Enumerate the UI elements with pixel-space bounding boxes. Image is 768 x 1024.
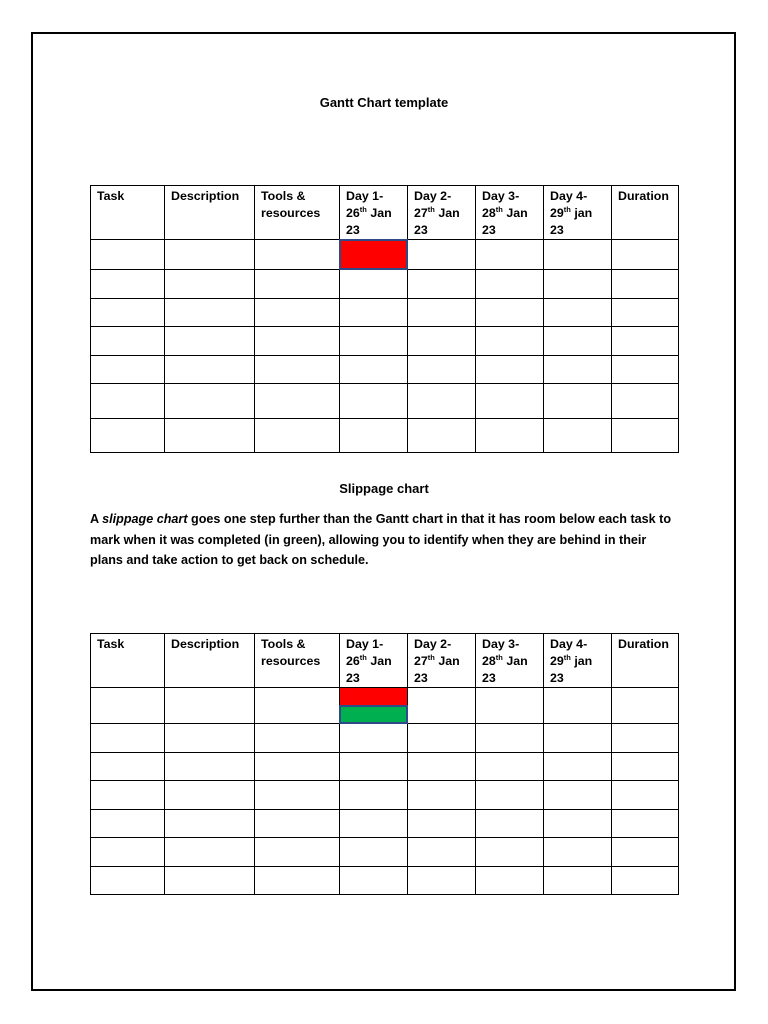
table-row (91, 724, 679, 753)
table-row (91, 299, 679, 327)
table-row (91, 327, 679, 356)
header-day-1: Day 1- 26th Jan 23 (340, 186, 408, 240)
header-description: Description (165, 634, 255, 688)
slippage-table (90, 633, 679, 895)
gantt-chart-title: Gantt Chart template (319, 95, 449, 110)
header-tools: Tools & resources (255, 186, 340, 240)
table-row (91, 419, 679, 453)
slippage-description: A slippage chart goes one step further than the Gantt chart in that it has room below each task to mark when it was completed (in green), allowing you to identify when they are behind in their plans and take action to get back on schedule. (90, 512, 672, 567)
planned-bar (340, 688, 407, 706)
table-row (91, 384, 679, 419)
header-day-3: Day 3- 28th Jan 23 (476, 634, 544, 688)
table-row (91, 753, 679, 781)
table-row (91, 810, 679, 838)
table-row (91, 688, 679, 724)
header-duration: Duration (612, 186, 679, 240)
table-row (91, 838, 679, 867)
completed-bar (340, 706, 407, 723)
header-day-2: Day 2- 27th Jan 23 (408, 634, 476, 688)
header-day-2: Day 2- 27th Jan 23 (408, 186, 476, 240)
header-day-3: Day 3- 28th Jan 23 (476, 186, 544, 240)
table-header-row (91, 186, 679, 240)
table-row (91, 270, 679, 299)
header-day-1: Day 1- 26th Jan 23 (340, 634, 408, 688)
gantt-table (90, 185, 679, 453)
header-task: Task (91, 186, 165, 240)
table-row (91, 356, 679, 384)
table-header-row (91, 634, 679, 688)
table-row (91, 781, 679, 810)
header-tools: Tools & resources (255, 634, 340, 688)
table-row (91, 867, 679, 895)
slippage-bar-cell (340, 688, 408, 724)
header-duration: Duration (612, 634, 679, 688)
header-description: Description (165, 186, 255, 240)
slippage-chart-title: Slippage chart (339, 481, 429, 496)
header-day-4: Day 4- 29th jan 23 (544, 634, 612, 688)
planned-bar (340, 240, 407, 269)
header-task: Task (91, 634, 165, 688)
table-row (91, 240, 679, 270)
planned-bar-cell (340, 240, 408, 270)
header-day-4: Day 4- 29th jan 23 (544, 186, 612, 240)
